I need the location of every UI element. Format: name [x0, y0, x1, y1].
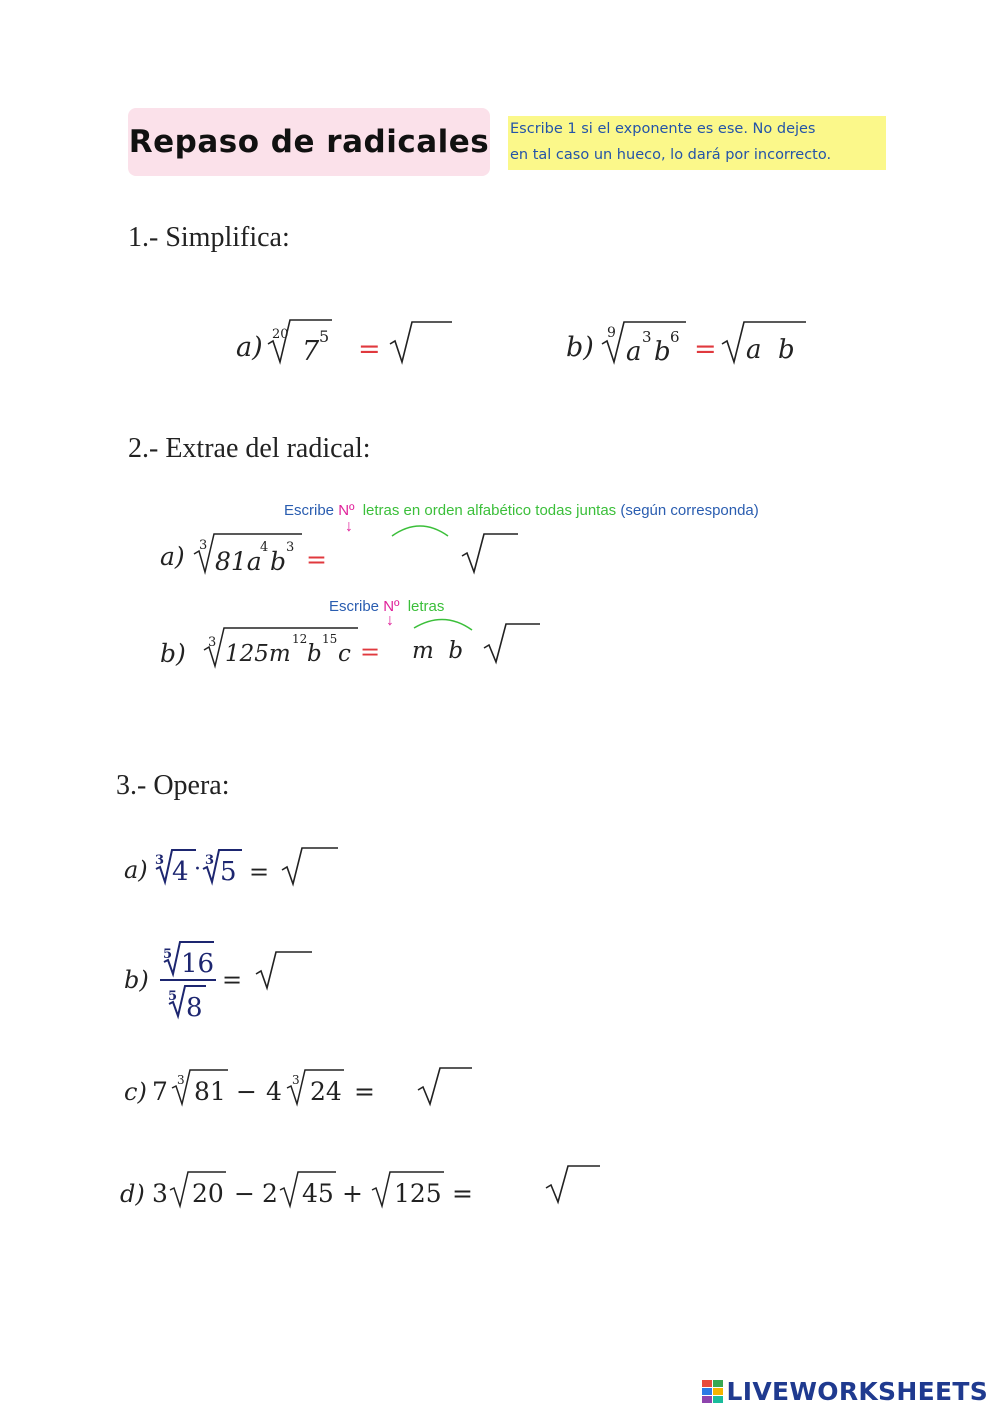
s3-a-label: a) — [124, 856, 148, 884]
s2-b-hint-escribe: Escribe — [329, 598, 380, 615]
section2-a-exercise — [0, 520, 1000, 590]
s3-d-rad1: 20 — [192, 1179, 224, 1208]
s2-a-hint-letras: letras en orden alfabético todas juntas — [362, 502, 617, 519]
s3-b-index-den: 5 — [168, 989, 178, 1004]
s2-b-rad-b: b — [307, 641, 322, 667]
s1-a-exponent: 5 — [319, 327, 330, 346]
s3-b-index-num: 5 — [163, 947, 173, 962]
s2-a-answer-radical[interactable] — [462, 534, 518, 572]
s2-b-result: m b — [412, 638, 464, 664]
s1-a-radicand: 7 — [302, 336, 320, 367]
s1-b-label: b) — [566, 332, 594, 363]
s3-c-equals: = — [354, 1077, 375, 1106]
s2-a-radicand: 81a — [215, 547, 262, 576]
instruction-line-1: Escribe 1 si el exponente es ese. No dejes — [510, 121, 816, 137]
s1-b-index: 9 — [607, 325, 616, 341]
s2-b-exp-m: 12 — [292, 632, 308, 646]
section1-heading: 1.- Simplifica: — [128, 222, 290, 253]
s3-c-answer-radical[interactable] — [418, 1068, 472, 1104]
s3-a-equals: = — [249, 858, 270, 886]
s3-c-coef1: 7 — [152, 1077, 168, 1106]
watermark — [702, 1377, 988, 1406]
s3-c-index1: 3 — [177, 1073, 185, 1087]
s3-a-index1: 3 — [155, 853, 165, 868]
s1-b-exp-a: 3 — [642, 328, 652, 346]
s3-c-minus: − — [236, 1077, 257, 1106]
s3-d-answer-radical[interactable] — [546, 1166, 600, 1202]
s3-d-plus: + — [342, 1179, 363, 1208]
liveworksheets-logo-icon — [702, 1380, 724, 1404]
s3-c-coef2: 4 — [266, 1077, 282, 1106]
s2-b-answer-radical[interactable] — [484, 624, 540, 662]
s3-b-rad-num: 16 — [181, 949, 215, 979]
s2-a-green-arc — [392, 526, 448, 536]
s2-b-arrow-icon: ↓ — [386, 612, 394, 629]
s2-a-hint-num: Nº — [338, 502, 355, 519]
s1-b-exp-b: 6 — [670, 328, 680, 346]
s1-b-rad-a: a — [626, 337, 642, 367]
s2-b-radicand: 125m — [225, 641, 291, 667]
section3-d-exercise — [0, 1158, 1000, 1218]
s3-d-label: d) — [120, 1180, 145, 1208]
s3-d-minus: − — [234, 1179, 255, 1208]
s1-a-answer-radical[interactable] — [390, 322, 452, 362]
s2-b-exp-b: 15 — [322, 632, 338, 646]
s3-d-equals: = — [452, 1179, 473, 1208]
s3-d-rad3: 125 — [394, 1179, 442, 1208]
s3-d-coef1: 3 — [152, 1179, 168, 1208]
s2-a-label: a) — [160, 542, 185, 571]
s3-d-rad2: 45 — [302, 1179, 334, 1208]
s2-b-label: b) — [160, 639, 186, 668]
s3-a-dot: · — [194, 857, 201, 882]
s2-a-arrow-icon: ↓ — [345, 518, 353, 535]
s1-b-result: a b — [746, 335, 795, 365]
watermark-text: LIVEWORKSHEETS — [726, 1377, 988, 1406]
s2-a-hint-note: (según corresponda) — [620, 502, 759, 519]
instruction-note — [508, 116, 886, 170]
s2-a-equals: = — [306, 545, 327, 574]
s2-a-exp-a: 4 — [260, 540, 269, 555]
instruction-line-2: en tal caso un hueco, lo dará por incorrecto. — [510, 147, 832, 163]
s3-b-answer-radical[interactable] — [256, 952, 312, 988]
s2-b-index: 3 — [208, 635, 217, 650]
s2-a-exp-b: 3 — [286, 540, 295, 555]
s3-c-index2: 3 — [292, 1073, 300, 1087]
s3-a-answer-radical[interactable] — [282, 848, 338, 884]
s3-c-rad2: 24 — [310, 1077, 342, 1106]
s2-b-equals: = — [360, 638, 381, 666]
section3-a-exercise — [0, 836, 1000, 896]
s3-c-label: c) — [124, 1078, 147, 1106]
s3-b-rad-den: 8 — [186, 993, 203, 1023]
s3-c-rad1: 81 — [194, 1077, 226, 1106]
section3-c-exercise — [0, 1058, 1000, 1118]
s2-b-hint-letras: letras — [407, 598, 445, 615]
s2-a-hint — [284, 502, 759, 519]
s2-a-index: 3 — [199, 538, 208, 553]
s2-b-rad-c: c — [338, 641, 351, 667]
s1-a-index: 20 — [272, 327, 289, 342]
section2-b-exercise — [0, 612, 1000, 682]
s2-a-hint-escribe: Escribe — [284, 502, 335, 519]
section3-heading: 3.- Opera: — [116, 770, 230, 801]
s3-b-equals: = — [222, 966, 243, 994]
s2-b-hint-num: Nº — [383, 598, 400, 615]
section2-heading: 2.- Extrae del radical: — [128, 433, 371, 464]
page-title: Repaso de radicales — [128, 124, 490, 160]
s1-b-equals: = — [694, 334, 717, 365]
s1-b-rad-b: b — [654, 337, 671, 367]
title-box — [128, 108, 490, 176]
s3-b-label: b) — [124, 966, 149, 994]
section3-b-exercise — [0, 932, 1000, 1028]
s1-a-equals: = — [358, 334, 381, 365]
s3-a-rad1: 4 — [172, 857, 189, 887]
s3-a-rad2: 5 — [220, 857, 237, 887]
s2-a-rad-b: b — [270, 547, 287, 576]
s3-d-coef2: 2 — [262, 1179, 278, 1208]
s3-a-index2: 3 — [205, 853, 215, 868]
section1-exercises — [0, 300, 1000, 390]
s1-a-label: a) — [236, 332, 263, 363]
s2-b-green-arc — [414, 619, 472, 630]
